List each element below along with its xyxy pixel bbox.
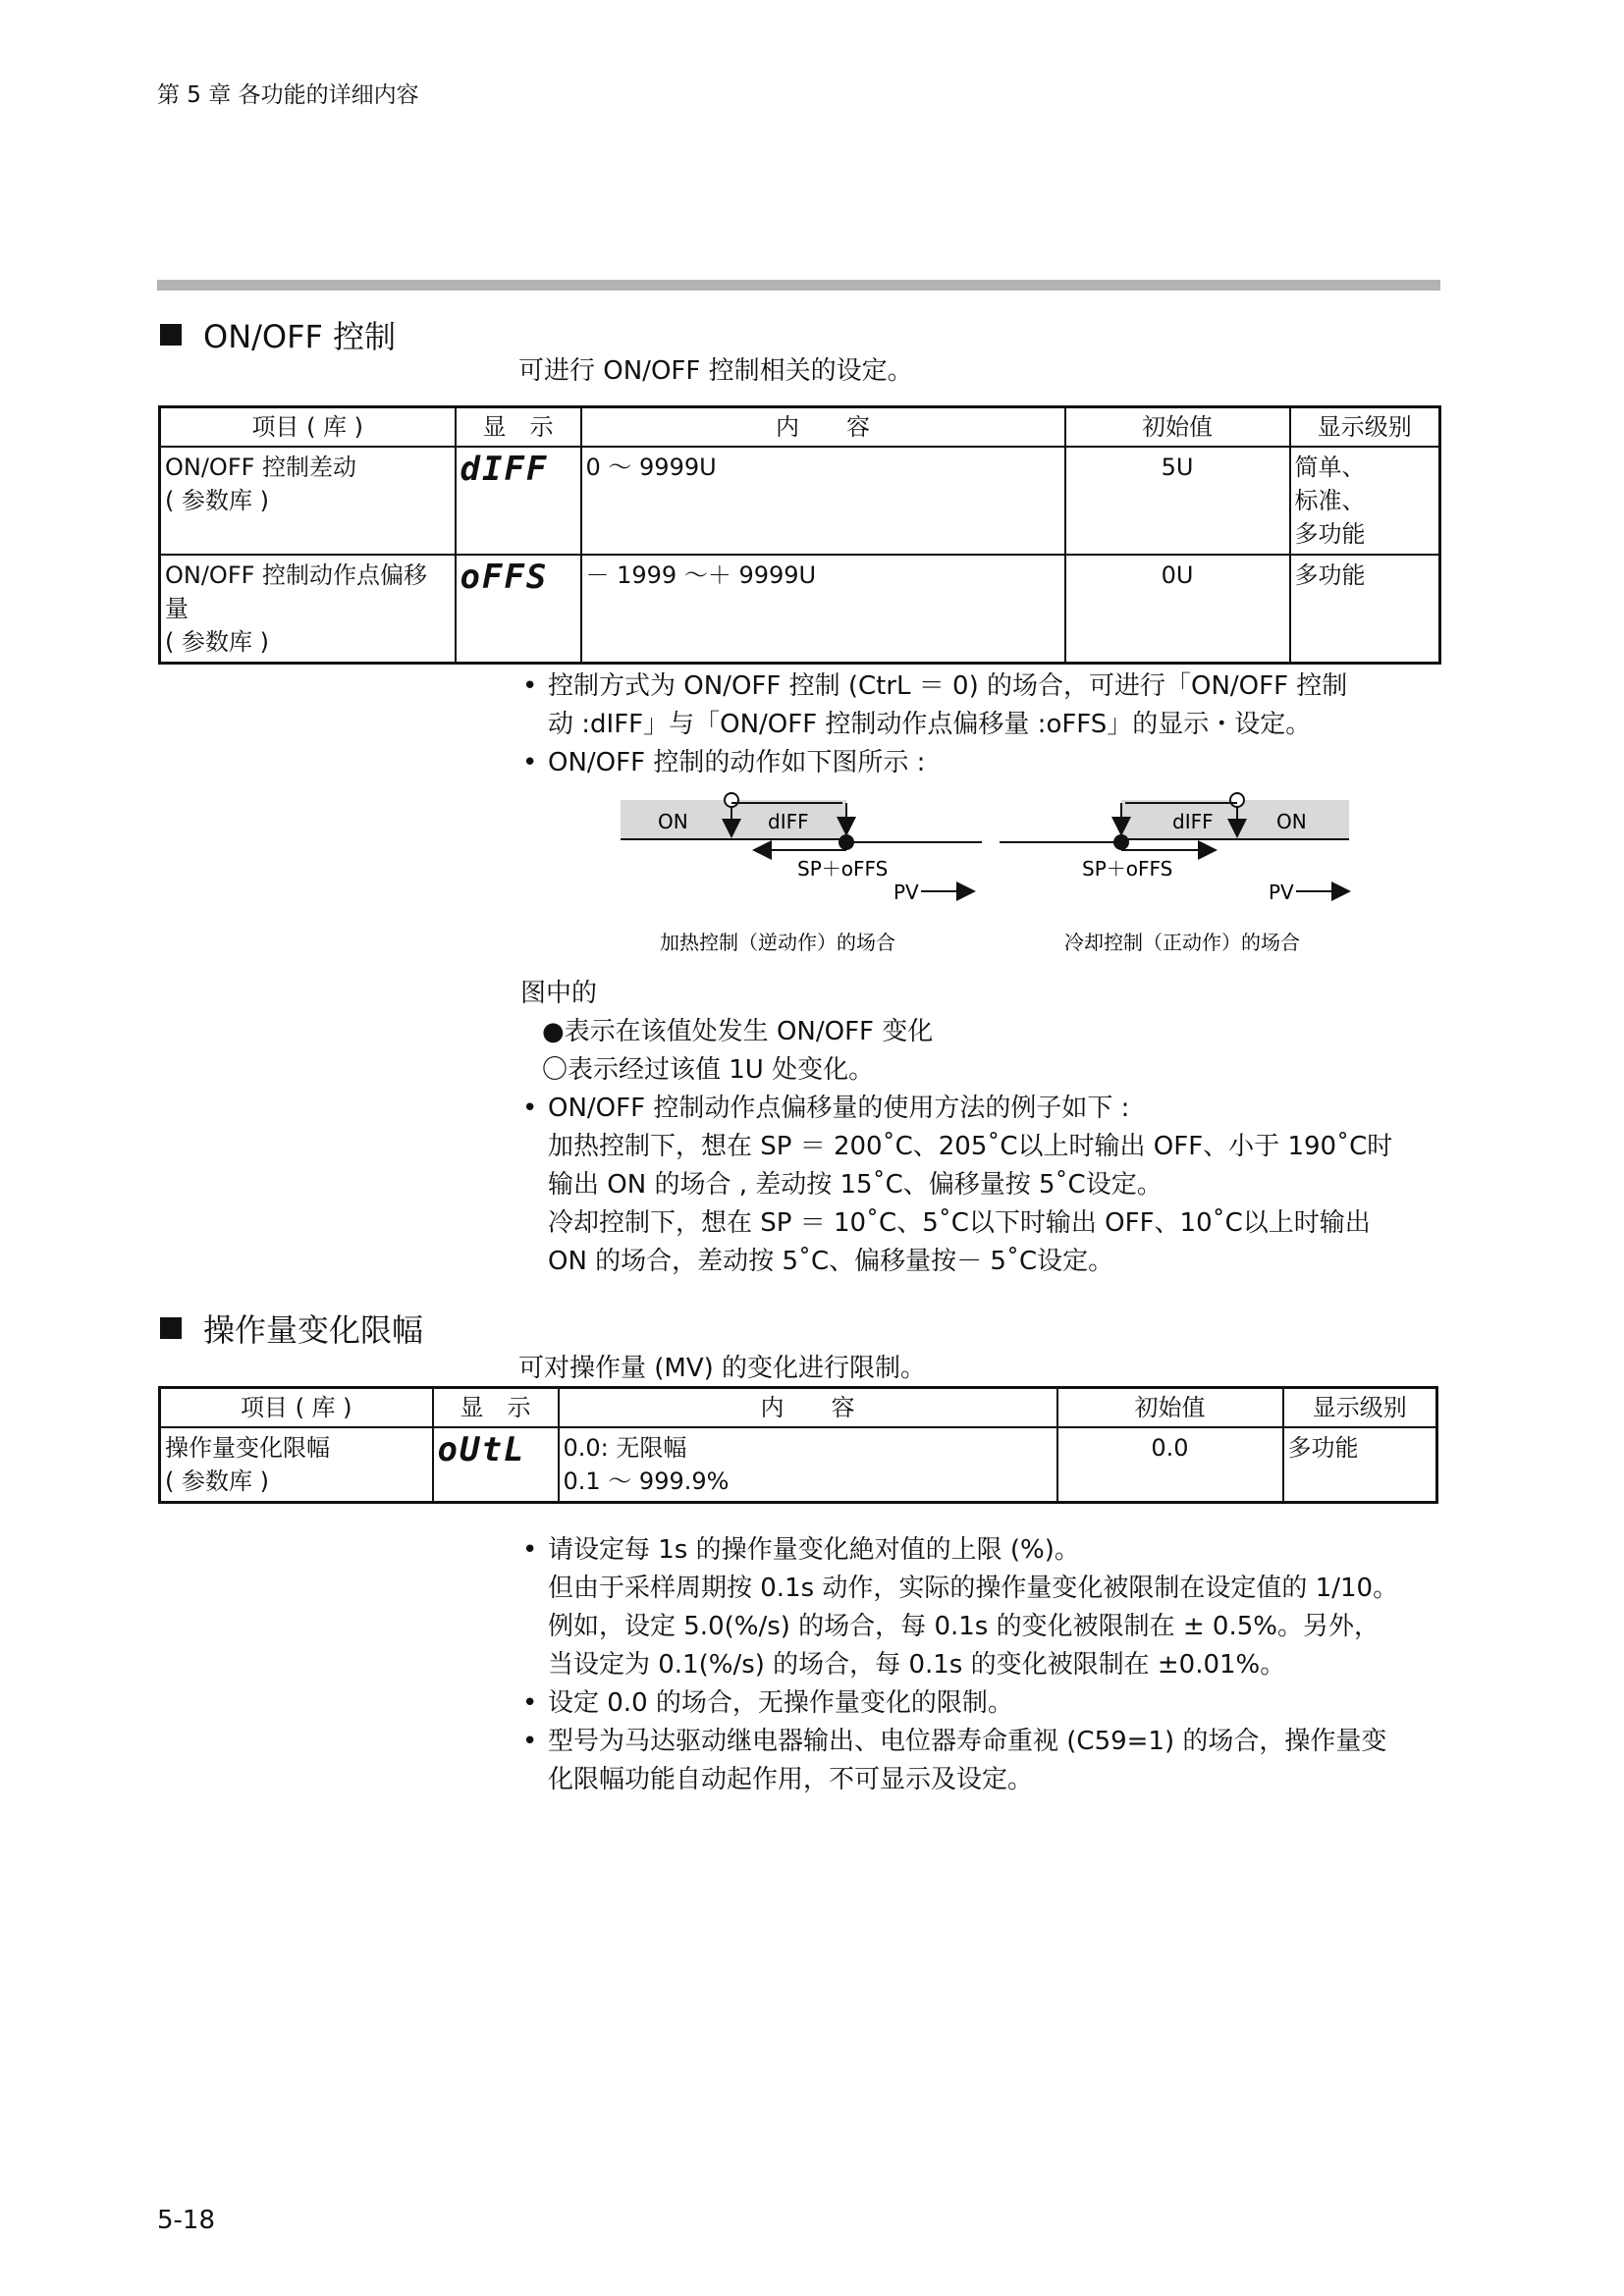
mv-limit-spec-table [158, 1386, 1438, 1504]
bullet-dot-icon: • [522, 1727, 538, 1756]
section-title-text: 操作量变化限幅 [203, 1311, 424, 1349]
item-label-cont: 量 [165, 595, 189, 622]
example-line: 输出 ON 的场合 , 差动按 15˚C、偏移量按 5˚C设定。 [548, 1170, 1163, 1200]
filled-point-icon [839, 834, 854, 850]
hollow-point-icon [1230, 793, 1244, 807]
cooling-diagram [1000, 793, 1349, 954]
bullet-dot-icon: • [522, 1535, 538, 1565]
header-content: 内 容 [559, 1388, 1057, 1428]
header-item: 项目 ( 库 ) [160, 407, 456, 448]
table-row [160, 447, 1440, 555]
heating-diagram [621, 793, 982, 954]
item-bank: ( 参数库 ) [165, 628, 269, 656]
table-row [160, 555, 1440, 664]
bullet-line: 动 :dIFF」与「ON/OFF 控制动作点偏移量 :oFFS」的显示・设定。 [548, 710, 1312, 739]
cell-level [1290, 447, 1440, 555]
header-level: 显示级别 [1283, 1388, 1437, 1428]
header-display: 显 示 [433, 1388, 559, 1428]
onoff-action-diagram [609, 785, 1355, 962]
section-intro: 可对操作量 (MV) 的变化进行限制。 [518, 1354, 927, 1383]
cooling-caption: 冷却控制（正动作）的场合 [1064, 931, 1300, 954]
section-title-onoff [160, 312, 396, 357]
list-item [522, 1531, 1399, 1684]
square-bullet-icon [160, 324, 182, 346]
section-divider-bar [157, 280, 1440, 291]
segment-display: oUtL [437, 1430, 526, 1469]
filled-point-icon [1113, 834, 1129, 850]
bullet-line: 型号为马达驱动继电器输出、电位器寿命重视 (C59=1) 的场合，操作量变 [548, 1727, 1387, 1756]
example-line: ON 的场合，差动按 5˚C、偏移量按－ 5˚C设定。 [548, 1247, 1114, 1276]
bullet-line: 当设定为 0.1(%/s) 的场合，每 0.1s 的变化被限制在 ±0.01%。 [548, 1650, 1286, 1680]
header-initial: 初始值 [1065, 407, 1290, 448]
list-item [522, 1090, 1393, 1281]
diff-label: dIFF [1172, 810, 1214, 833]
hollow-point-icon [725, 793, 738, 807]
level-line: 多功能 [1294, 520, 1366, 548]
bullet-line: ON/OFF 控制的动作如下图所示 : [548, 748, 926, 777]
table-header-row [160, 407, 1440, 448]
cell-content [559, 1427, 1057, 1503]
cell-item [160, 1427, 433, 1503]
cell-level [1290, 555, 1440, 664]
segment-display: oFFS [460, 558, 549, 597]
bullet-line: 化限幅功能自动起作用，不可显示及设定。 [548, 1765, 1034, 1794]
segment-display: dIFF [460, 450, 549, 489]
pv-label: PV [1269, 881, 1294, 904]
cell-display [433, 1427, 559, 1503]
cell-initial: 0.0 [1057, 1427, 1283, 1503]
example-line: 冷却控制下，想在 SP ＝ 10˚C、5˚C以下时输出 OFF、10˚C以上时输出 [548, 1208, 1371, 1238]
bullet-line: 例如，设定 5.0(%/s) 的场合，每 0.1s 的变化被限制在 ± 0.5%。另外， [548, 1612, 1380, 1641]
legend-hollow: 〇表示经过该值 1U 处变化。 [542, 1055, 875, 1085]
square-bullet-icon [160, 1317, 182, 1339]
sp-label: SP＋oFFS [1082, 857, 1173, 881]
chapter-header: 第 5 章 各功能的详细内容 [157, 82, 419, 108]
on-label: ON [1276, 810, 1307, 833]
bullet-dot-icon: • [522, 671, 538, 701]
cell-level [1283, 1427, 1437, 1503]
list-item [522, 1684, 1013, 1723]
bullet-line: ON/OFF 控制动作点偏移量的使用方法的例子如下 : [548, 1094, 1130, 1123]
section-intro: 可进行 ON/OFF 控制相关的设定。 [518, 356, 913, 386]
bullet-line: 设定 0.0 的场合，无操作量变化的限制。 [548, 1688, 1013, 1718]
diff-label: dIFF [768, 810, 809, 833]
legend-filled: ●表示在该值处发生 ON/OFF 变化 [542, 1017, 934, 1046]
item-label: ON/OFF 控制动作点偏移 [165, 561, 428, 589]
onoff-spec-table [158, 405, 1441, 665]
level-line: 简单、 [1294, 454, 1366, 481]
cell-initial: 0U [1065, 555, 1290, 664]
heating-caption: 加热控制（逆动作）的场合 [660, 931, 895, 954]
content-line: 0.1 ～ 999.9% [563, 1468, 730, 1495]
list-item [522, 667, 1348, 744]
pv-label: PV [893, 881, 919, 904]
item-bank: ( 参数库 ) [165, 487, 269, 514]
level-line: 标准、 [1294, 487, 1366, 514]
content-line: 0.0: 无限幅 [563, 1434, 687, 1462]
cell-content: 0 ～ 9999U [581, 447, 1065, 555]
header-display: 显 示 [456, 407, 581, 448]
list-item [522, 744, 926, 782]
table-header-row [160, 1388, 1437, 1428]
cell-display [456, 447, 581, 555]
section-title-text: ON/OFF 控制 [203, 318, 397, 355]
example-line: 加热控制下，想在 SP ＝ 200˚C、205˚C以上时输出 OFF、小于 190˚C时 [548, 1132, 1393, 1161]
item-label: 操作量变化限幅 [165, 1434, 330, 1462]
bullet-dot-icon: • [522, 1688, 538, 1718]
header-item: 项目 ( 库 ) [160, 1388, 433, 1428]
header-level: 显示级别 [1290, 407, 1440, 448]
item-label: ON/OFF 控制差动 [165, 454, 357, 481]
table-row [160, 1427, 1437, 1503]
bullet-line: 控制方式为 ON/OFF 控制 (CtrL ＝ 0) 的场合，可进行「ON/OFF 控制 [548, 671, 1348, 701]
cell-item [160, 555, 456, 664]
bullet-dot-icon: • [522, 748, 538, 777]
sp-label: SP＋oFFS [797, 857, 889, 881]
cell-display [456, 555, 581, 664]
bullet-line: 请设定每 1s 的操作量变化絶对值的上限 (%)。 [548, 1535, 1080, 1565]
level-line: 多功能 [1287, 1434, 1359, 1462]
on-label: ON [658, 810, 688, 833]
cell-content: － 1999 ～＋ 9999U [581, 555, 1065, 664]
page-number: 5-18 [157, 2206, 216, 2235]
header-initial: 初始值 [1057, 1388, 1283, 1428]
item-bank: ( 参数库 ) [165, 1468, 269, 1495]
header-content: 内 容 [581, 407, 1065, 448]
bullet-dot-icon: • [522, 1094, 538, 1123]
cell-item [160, 447, 456, 555]
level-line: 多功能 [1294, 561, 1366, 589]
list-item [522, 1723, 1387, 1799]
legend-title: 图中的 [520, 979, 598, 1008]
cell-initial: 5U [1065, 447, 1290, 555]
bullet-line: 但由于采样周期按 0.1s 动作，实际的操作量变化被限制在设定值的 1/10。 [548, 1574, 1399, 1603]
section-title-mv-limit [160, 1306, 423, 1351]
